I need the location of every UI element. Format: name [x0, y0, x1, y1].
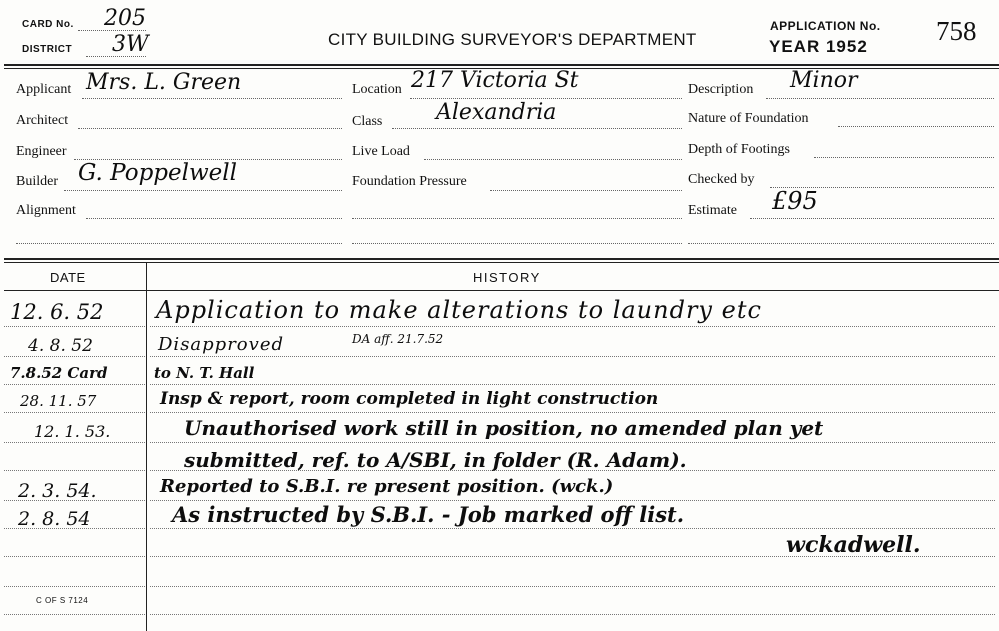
alignment-label: Alignment: [16, 203, 76, 218]
history-note: As instructed by S.B.I. - Job marked off list.: [172, 502, 685, 527]
class-line: [392, 128, 682, 129]
card-no-line: [78, 30, 146, 31]
description-value: Minor: [790, 68, 858, 93]
history-date: 12. 6. 52: [10, 300, 104, 324]
district-label: DISTRICT: [22, 44, 73, 55]
form-number: C OF S 7124: [36, 596, 89, 605]
builder-value: G. Poppelwell: [78, 160, 237, 186]
col2-extra-line-1: [352, 218, 682, 219]
builder-line: [64, 190, 342, 191]
district-value: 3W: [112, 32, 149, 57]
architect-label: Architect: [16, 113, 69, 128]
history-column-header: HISTORY: [473, 270, 541, 285]
history-date: 2. 3. 54.: [18, 480, 97, 502]
applicant-label: Applicant: [16, 82, 72, 97]
history-note: Application to make alterations to laundry etc: [156, 296, 762, 324]
history-header-rule: [4, 290, 999, 291]
history-date: 7.8.52 Card: [10, 364, 108, 382]
history-date: 4. 8. 52: [28, 336, 93, 356]
class-label: Class: [352, 114, 383, 129]
application-number: 758: [936, 16, 977, 46]
location-label: Location: [352, 82, 402, 97]
history-note: Insp & report, room completed in light construction: [160, 389, 659, 409]
history-date: 2. 8. 54: [18, 508, 91, 530]
year-label: YEAR 1952: [769, 37, 868, 56]
nature-of-foundation-label: Nature of Foundation: [688, 111, 809, 126]
history-note: Unauthorised work still in position, no amended plan yet: [184, 416, 824, 440]
location-value: 217 Victoria St: [411, 68, 579, 93]
nature-of-foundation-line: [838, 126, 994, 127]
department-title: CITY BUILDING SURVEYOR'S DEPARTMENT: [328, 30, 697, 49]
estimate-label: Estimate: [688, 203, 737, 218]
history-date: 12. 1. 53.: [34, 422, 111, 441]
history-note-annotation: DA aff. 21.7.52: [352, 332, 444, 346]
estimate-line: [750, 218, 994, 219]
alignment-line: [86, 218, 342, 219]
history-note: Disapproved: [158, 334, 284, 355]
engineer-label: Engineer: [16, 144, 67, 159]
applicant-value: Mrs. L. Green: [86, 70, 242, 95]
live-load-line: [424, 159, 682, 160]
history-note: Reported to S.B.I. re present position. (wck.): [160, 476, 614, 497]
card-no-label: CARD No.: [22, 19, 74, 30]
description-line: [766, 98, 994, 99]
builder-label: Builder: [16, 174, 58, 189]
mid-rule: [4, 258, 999, 260]
description-label: Description: [688, 82, 754, 97]
card-no-value: 205: [104, 6, 146, 31]
live-load-label: Live Load: [352, 144, 410, 159]
location-line: [410, 98, 682, 99]
col2-extra-line-2: [352, 243, 682, 244]
history-column-divider: [146, 263, 147, 631]
history-date: 28. 11. 57: [20, 392, 97, 410]
col1-extra-line: [16, 243, 342, 244]
history-signature: wckadwell.: [786, 532, 921, 558]
history-note-continued: submitted, ref. to A/SBI, in folder (R. Adam).: [184, 448, 687, 472]
history-note: to N. T. Hall: [154, 364, 255, 382]
applicant-line: [82, 98, 342, 99]
checked-by-label: Checked by: [688, 172, 755, 187]
district-line: [86, 56, 146, 57]
top-rule: [4, 64, 999, 66]
col3-extra-line: [688, 243, 994, 244]
application-no-label: APPLICATION No.: [770, 19, 881, 33]
class-value: Alexandria: [436, 100, 557, 125]
estimate-value: £95: [772, 187, 818, 215]
depth-of-footings-label: Depth of Footings: [688, 142, 790, 157]
foundation-pressure-label: Foundation Pressure: [352, 174, 467, 189]
date-column-header: DATE: [50, 270, 86, 285]
mid-rule-inner: [4, 262, 999, 263]
foundation-pressure-line: [490, 190, 682, 191]
depth-of-footings-line: [814, 157, 994, 158]
architect-line: [78, 128, 342, 129]
